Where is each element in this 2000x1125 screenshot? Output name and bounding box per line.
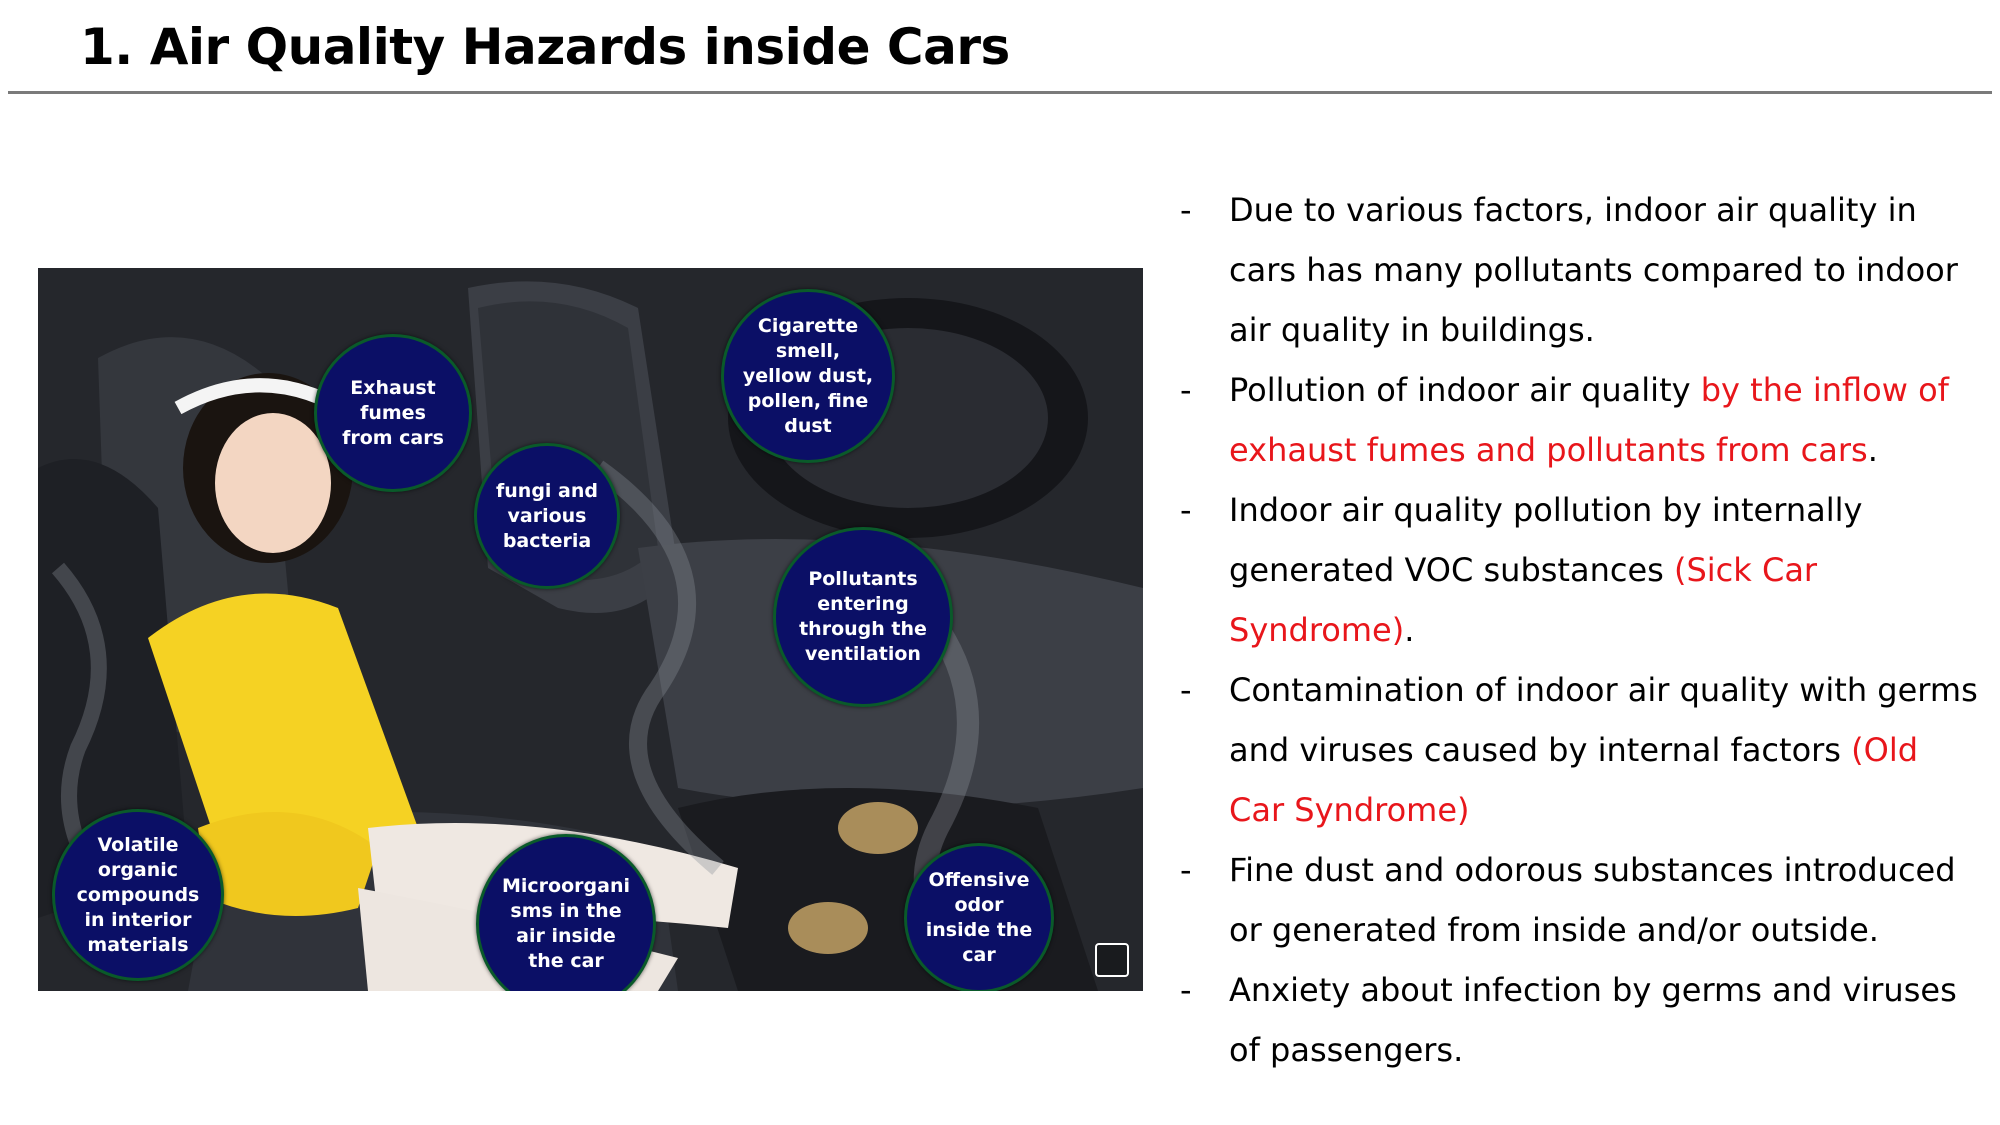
title-divider	[8, 91, 1992, 94]
bubble-exhaust-fumes: Exhaust fumes from cars	[314, 334, 472, 492]
page-title: 1. Air Quality Hazards inside Cars	[80, 18, 1010, 76]
bullet-item: - Fine dust and odorous substances introduced or generated from inside and/or outside.	[1180, 851, 1956, 949]
bullet-list	[1180, 180, 1980, 1080]
bubble-offensive-odor: Offensive odor inside the car	[904, 843, 1054, 991]
bullet-item: - Due to various factors, indoor air quality in cars has many pollutants compared to indoor air quality in buildings.	[1180, 191, 1958, 349]
bullet-item: - Pollution of indoor air quality by the inflow of exhaust fumes and pollutants from cars.	[1180, 371, 1949, 469]
zoom-search-icon[interactable]	[1095, 943, 1129, 977]
car-interior-photo	[38, 268, 1143, 991]
bullet-item: - Contamination of indoor air quality with germs and viruses caused by internal factors (Old Car Syndrome)	[1180, 671, 1978, 829]
bubble-ventilation-pollutants: Pollutants entering through the ventilation	[773, 527, 953, 707]
bubble-voc: Volatile organic compounds in interior materials	[52, 809, 224, 981]
bubble-microorganisms: Microorgani sms in the air inside the car	[476, 834, 656, 991]
bullet-item: - Anxiety about infection by germs and viruses of passengers.	[1180, 971, 1957, 1069]
bubble-cigarette-dust: Cigarette smell, yellow dust, pollen, fine dust	[721, 289, 895, 463]
bubble-fungi-bacteria: fungi and various bacteria	[474, 443, 620, 589]
bullet-item: - Indoor air quality pollution by internally generated VOC substances (Sick Car Syndrome).	[1180, 491, 1863, 649]
